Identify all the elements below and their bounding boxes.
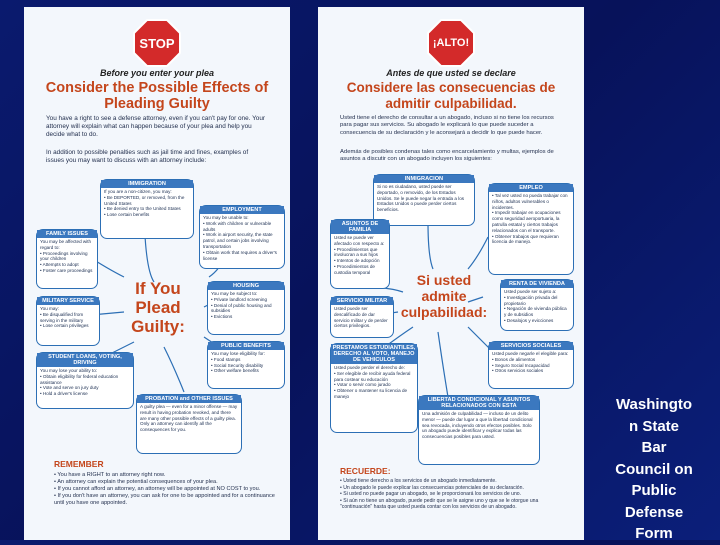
family-box xyxy=(330,219,390,289)
benefits-text: Usted puede negarle el elegible para: • Bonos de alimentos • Seguro Social Incapacidad • Otros servicios sociales xyxy=(492,351,569,374)
family-box xyxy=(36,229,98,289)
center-line-3: culpabilidad: xyxy=(400,304,488,320)
center-line-1: Si usted xyxy=(416,272,472,288)
remember-list: • Usted tiene derecho a los servicios de un abogado inmediatamente. • Un abogado le puede explicar las consecuencias potenciales de su declaración. • Si usted no puede pagar un abogado, se le proporcionará los servicios de uno. • Si aún no tiene un abogado, puede pedir que se le asigne uno y que se le otorgue una "continuación" hasta que usted pueda contar con los servicios de un abogado. xyxy=(340,478,539,511)
subtitle: Antes de que usted se declare xyxy=(386,68,516,78)
immigration-box xyxy=(100,179,194,239)
military-box xyxy=(36,296,100,346)
english-poster xyxy=(24,7,290,540)
employment-text: • Tal vez usted no pueda trabajar con niños, adultos vulnerables o incidentes. • Impedir trabajar en ocupaciones como seguridad aeroportuaria, la patrulla estatal y ciertos trabajos relacionados con el transporte. • Obtener trabajos que requieran licencia de manejo. xyxy=(492,193,568,245)
poster-title: Considere las consecuencias de admitir culpabilidad. xyxy=(346,80,556,111)
poster-title: Consider the Possible Effects of Pleading Guilty xyxy=(45,80,269,112)
slide-caption: Washingto n State Bar Council on Public Defense Form xyxy=(615,396,693,542)
center-heading xyxy=(394,272,494,320)
probation-text: Una admisión de culpabilidad — incluso de un delito menor — puede dar lugar a que la libertad condicional sea revocada, incluyendo otros efectos posibles. Solo un abogado puede identificar y explicar todas las consecuencias posibles para usted. xyxy=(422,411,533,440)
intro-text: You have a right to see a defense attorney, even if you can't pay for one. Your attorney will explain what can happen because of your plea and help you decide what to do. xyxy=(46,115,266,138)
immigration-text: If you are a non-citizen, you may: • Be DEPORTED, or removed, from the United States • Be denied entry to the United States • Lose certain benefits xyxy=(104,189,185,218)
benefits-heading: SERVICIOS SOCIALES xyxy=(489,342,573,350)
loans-heading: PRESTAMOS ESTUDIANTILES, DERECHO AL VOTO, MANEJO DE VEHICULOS xyxy=(332,345,416,363)
remember-heading: REMEMBER xyxy=(54,459,104,469)
probation-box xyxy=(418,395,540,465)
probation-text: A guilty plea — even for a minor offense — may result in having probation revoked, and there are many other possible effects of a guilty plea. Only an attorney can identify all the consequences for you. xyxy=(140,404,238,433)
benefits-heading: PUBLIC BENEFITS xyxy=(208,342,284,350)
probation-heading: LIBERTAD CONDICIONAL Y ASUNTOS RELACIONADOS CON ESTA xyxy=(419,396,539,410)
military-heading: SERVICIO MILITAR xyxy=(331,297,393,305)
subtitle: Before you enter your plea xyxy=(99,68,215,78)
benefits-text: You may lose eligibility for: • Food stamps • Social Security disability • Other welfare benefits xyxy=(211,351,265,374)
center-line-3: Guilty: xyxy=(131,317,185,336)
spanish-poster xyxy=(318,7,584,540)
immigration-text: Si no es ciudadano, usted puede ser deportado, o removido, de los Estados Unidos. Se le puede negar la entrada a los Estados Unidos o puede perder ciertos beneficios. xyxy=(377,184,465,213)
employment-box xyxy=(199,205,285,269)
housing-box xyxy=(207,281,285,335)
remember-list: • You have a RIGHT to an attorney right now. • An attorney can explain the potential consequences of your plea. • If you cannot afford an attorney, an attorney will be appointed at NO COST to you. • If you don't have an attorney, you can ask for one to be appointed and for a continuance until you have one appointed. xyxy=(54,472,275,506)
loans-box xyxy=(330,343,418,433)
center-heading xyxy=(116,279,200,336)
housing-heading: RENTA DE VIVIENDA xyxy=(501,280,573,288)
military-text: Usted puede ser descalificado de dar servicio militar y de perder ciertos privilegios. xyxy=(334,306,388,329)
stop-label: STOP xyxy=(139,35,175,51)
loans-heading: STUDENT LOANS, VOTING, DRIVING xyxy=(37,353,133,367)
center-line-2: Plead xyxy=(135,298,181,317)
family-text: Usted se puede ver afectado con respecto a: • Procedimientos que involucran a sus hijos • Intentos de adopción • Procedimientos de custodia temporal xyxy=(334,235,385,275)
benefits-box xyxy=(207,341,285,389)
military-box xyxy=(330,296,394,338)
intro-text-2: In addition to possible penalties such as jail time and fines, examples of issues you may want to discuss with an attorney include: xyxy=(46,149,249,164)
center-line-2: admite xyxy=(421,288,467,304)
military-text: You may: • Be disqualified from serving in the military • Lose certain privileges xyxy=(40,306,89,329)
probation-heading: PROBATION and OTHER ISSUES xyxy=(137,395,241,403)
loans-text: You may lose your ability to: • Obtain eligibility for federal education assistance • Vote and serve on jury duty • Hold a driver's license xyxy=(40,368,119,397)
housing-heading: HOUSING xyxy=(208,282,284,290)
family-heading: ASUNTOS DE FAMILIA xyxy=(331,220,389,234)
remember-heading: RECUERDE: xyxy=(340,466,391,476)
housing-text: You may be subject to: • Private landlord screening • Denial of public housing and subsidies • Evictions xyxy=(211,291,272,320)
alto-label: ¡ALTO! xyxy=(432,37,470,49)
probation-box xyxy=(136,394,242,454)
housing-box xyxy=(500,279,574,331)
family-heading: FAMILY ISSUES xyxy=(37,230,97,238)
employment-text: You may be unable to: • Work with children or vulnerable adults • Work in airport security, the state patrol, and certain jobs involving transportation • Obtain work that requires a driver's license xyxy=(203,215,277,261)
employment-box xyxy=(488,183,574,275)
housing-text: Usted puede ser sujeto a: • Investigación privada del propietario • Negación de vivienda pública y de subsidios • Desalojos y evicciones xyxy=(504,289,567,323)
loans-text: Usted puede perder el derecho de: • Ser elegible de recibir ayuda federal para costear su educación • Votar o servir como jurado • Obtener o mantener su licencia de manejo xyxy=(334,365,411,399)
immigration-heading: INMIGRACION xyxy=(374,175,474,183)
center-line-1: If You xyxy=(135,279,181,298)
intro-text: Usted tiene el derecho de consultar a un abogado, incluso si no tiene los recursos para pagar sus servicios. Su abogado le explicará lo que puede suceder a consecuencia de su declaración y le aconsejará a decidir lo que puede hacer. xyxy=(340,115,554,136)
loans-box xyxy=(36,352,134,409)
immigration-heading: IMMIGRATION xyxy=(101,180,193,188)
benefits-box xyxy=(488,341,574,389)
intro-text-2: Además de posibles condenas tales como encarcelamiento y multas, ejemplos de asuntos a discutir con un abogado incluyen los siguientes: xyxy=(340,149,554,163)
immigration-box xyxy=(373,174,475,226)
family-text: You may be affected with regard to: • Proceedings involving your children • Attempts to adopt • Foster care proceedings xyxy=(40,239,93,273)
employment-heading: EMPLEO xyxy=(489,184,573,192)
military-heading: MILITARY SERVICE xyxy=(37,297,99,305)
employment-heading: EMPLOYMENT xyxy=(200,206,284,214)
